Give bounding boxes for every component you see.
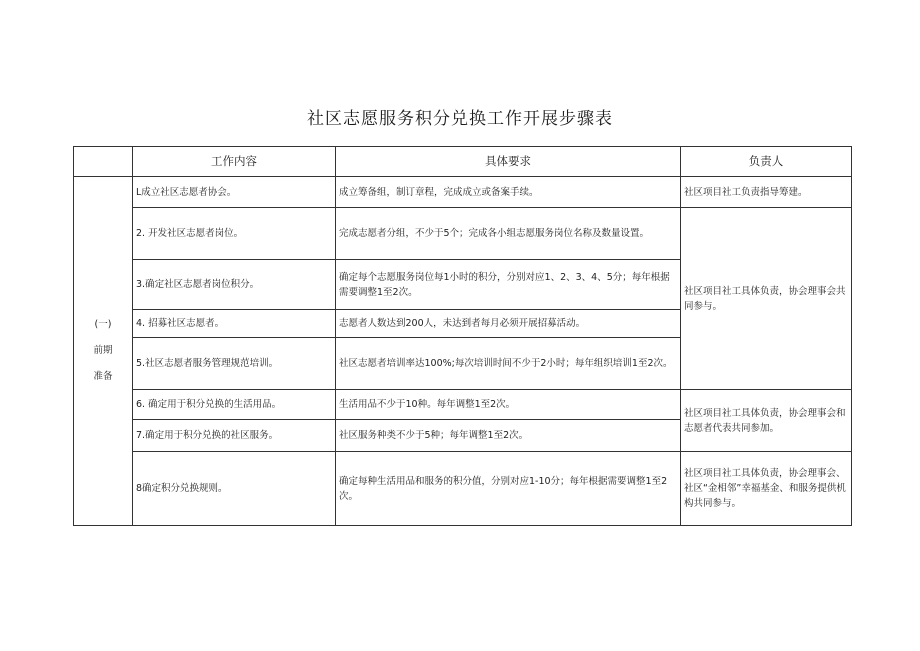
table-row — [74, 208, 852, 260]
requirement-cell: 完成志愿者分组，不少于5个；完成各小组志愿服务岗位名称及数量设置。 — [336, 208, 681, 260]
table-header-row — [74, 147, 852, 177]
responsible-cell: 社区项目社工具体负责，协会理事会共同参与。 — [681, 208, 852, 390]
responsible-cell: 社区项目社工负责指导筹建。 — [681, 177, 852, 208]
steps-table — [73, 146, 852, 526]
phase-label-1: 前期 — [93, 345, 113, 356]
table-row — [74, 452, 852, 526]
header-requirements: 具体要求 — [336, 147, 681, 177]
content-cell: 5.社区志愿者服务管理规范培训。 — [133, 338, 336, 390]
requirement-cell: 社区志愿者培训率达100%;每次培训时间不少于2小时；每年组织培训1至2次。 — [336, 338, 681, 390]
responsible-cell: 社区项目社工具体负责，协会理事会、社区“金相邻”幸福基金、和服务提供机构共同参与。 — [681, 452, 852, 526]
table-row — [74, 177, 852, 208]
header-blank — [74, 147, 133, 177]
header-responsible: 负责人 — [681, 147, 852, 177]
content-cell: 3.确定社区志愿者岗位积分。 — [133, 260, 336, 310]
responsible-cell: 社区项目社工具体负责，协会理事会和志愿者代表共同参加。 — [681, 390, 852, 452]
content-cell: 7.确定用于积分兑换的社区服务。 — [133, 420, 336, 452]
content-cell: 4. 招募社区志愿者。 — [133, 310, 336, 338]
content-cell: 2. 开发社区志愿者岗位。 — [133, 208, 336, 260]
phase-label-2: 准备 — [93, 371, 113, 382]
content-cell: 8确定积分兑换规则。 — [133, 452, 336, 526]
page-title: 社区志愿服务积分兑换工作开展步骤表 — [307, 109, 613, 129]
phase-cell — [74, 177, 133, 526]
requirement-cell: 社区服务种类不少于5种；每年调整1至2次。 — [336, 420, 681, 452]
requirement-cell: 生活用品不少于10种。每年调整1至2次。 — [336, 390, 681, 420]
table-row — [74, 390, 852, 420]
requirement-cell: 确定每个志愿服务岗位每1小时的积分，分别对应1、2、3、4、5分；每年根据需要调整1至2次。 — [336, 260, 681, 310]
header-content: 工作内容 — [133, 147, 336, 177]
phase-number: (一) — [94, 319, 112, 330]
requirement-cell: 志愿者人数达到200人，未达到者每月必须开展招募活动。 — [336, 310, 681, 338]
requirement-cell: 确定每种生活用品和服务的积分值，分别对应1-10分；每年根据需要调整1至2次。 — [336, 452, 681, 526]
requirement-cell: 成立筹备组，制订章程，完成成立或备案手续。 — [336, 177, 681, 208]
content-cell: L成立社区志愿者协会。 — [133, 177, 336, 208]
content-cell: 6. 确定用于积分兑换的生活用品。 — [133, 390, 336, 420]
